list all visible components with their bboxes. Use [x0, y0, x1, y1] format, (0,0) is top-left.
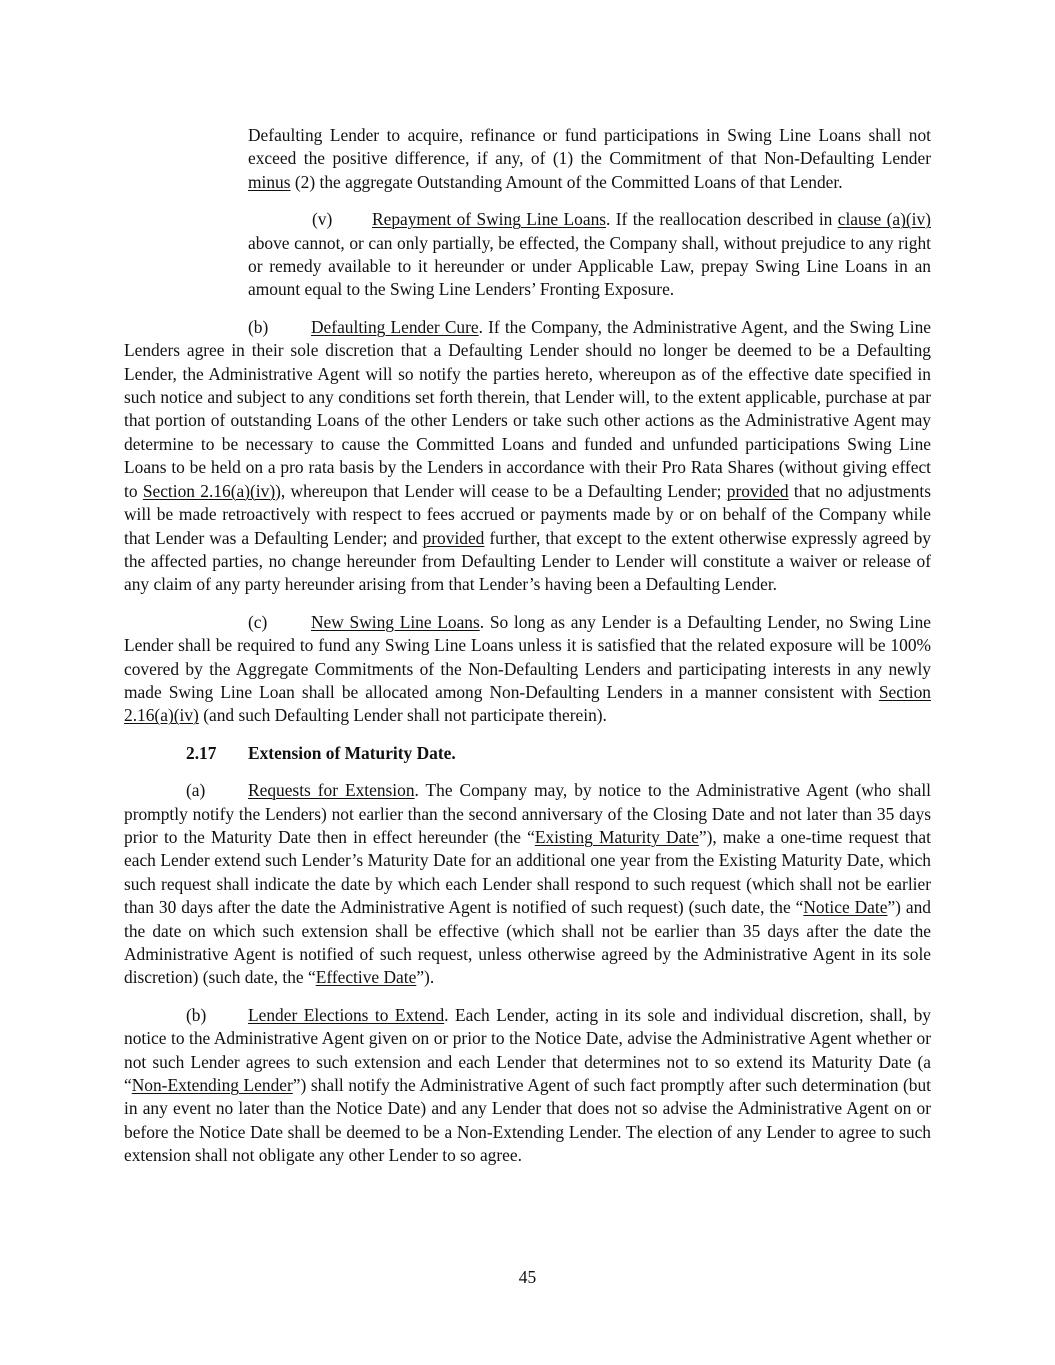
defined-term: Notice Date — [803, 897, 888, 918]
provided-term: provided — [422, 527, 485, 548]
paragraph-text: . If the reallocation described in — [606, 209, 838, 230]
clause-217-a-paragraph — [124, 779, 931, 990]
paragraph-text: ”) shall notify the Administrative Agent of such fact promptly after such determination (but in any event no later than the Notice Date) and any Lender that does not so advise the Administrative Agent on or before the Notice Date shall be deemed to be a Non-Extending Lender. The election of any Lender to agree to such extension shall not obligate any other Lender to so agree. — [124, 1075, 931, 1166]
defined-term: Effective Date — [315, 967, 417, 988]
paragraph-text: ”). — [416, 967, 435, 988]
clause-title: Lender Elections to Extend — [248, 1004, 445, 1025]
defined-term: Non-Extending Lender — [131, 1075, 293, 1096]
clause-label: (b) — [186, 1004, 207, 1025]
paragraph-text: . The Company may, by notice to the Administrative Agent (who shall promptly notify the Lenders) not earlier than the second anniversary of the Closing Date and not later than 35 days prior to the Maturity Date then in effect hereunder (the “ — [124, 780, 931, 847]
clause-label: (b) — [248, 316, 269, 337]
provided-term: provided — [726, 480, 789, 501]
clause-title: Requests for Extension — [248, 780, 415, 801]
cross-reference: Section 2.16(a)(iv) — [124, 681, 931, 726]
clause-label: (v) — [312, 209, 333, 230]
paragraph-text: above cannot, or can only partially, be effected, the Company shall, without prejudice to any right or remedy available to it hereunder or under Applicable Law, prepay Swing Line Loans in an amount equal to the Swing Line Lenders’ Fronting Exposure. — [248, 232, 931, 300]
paragraph-text: (and such Defaulting Lender shall not participate therein). — [198, 705, 607, 726]
cross-reference: clause (a)(iv) — [837, 209, 931, 230]
paragraph-text: further, that except to the extent otherwise expressly agreed by the affected parties, no change hereunder from Defaulting Lender to Lender will constitute a waiver or release of any claim of any party hereunder arising from that Lender’s having been a Defaulting Lender. — [124, 527, 931, 595]
paragraph-text: . If the Company, the Administrative Agent, and the Swing Line Lenders agree in their sole discretion that a Defaulting Lender should no longer be deemed to be a Defaulting Lender, the Administrative Agent will so notify the parties hereto, whereupon as of the effective date specified in such notice and subject to any conditions set forth therein, that Lender will, to the extent applicable, purchase at par that portion of outstanding Loans of the other Lenders or take such other actions as the Administrative Agent may determine to be necessary to cause the Committed Loans and funded and unfunded participations Swing Line Loans to be held on a pro rata basis by the Lenders in accordance with their Pro Rata Shares (without giving effect to — [124, 316, 931, 501]
paragraph-text: Defaulting Lender to acquire, refinance or fund participations in Swing Line Loans shall not exceed the positive difference, if any, of (1) the Commitment of that Non-Defaulting Lender — [248, 125, 931, 169]
clause-label: (a) — [186, 780, 206, 801]
section-heading — [186, 742, 931, 765]
clause-title: New Swing Line Loans — [311, 611, 480, 632]
clause-title: Repayment of Swing Line Loans — [372, 209, 607, 230]
page-number: 45 — [518, 1267, 537, 1287]
paragraph-text: ”), make a one-time request that each Lender extend such Lender’s Maturity Date for an additional one year from the Existing Maturity Date, which such request shall indicate the date by which each Lender shall respond to such request (which shall not be earlier than 30 days after the date the Administrative Agent is notified of such request) (such date, the “ — [124, 826, 931, 918]
document-page — [124, 124, 931, 1168]
clause-title: Defaulting Lender Cure — [311, 316, 479, 337]
paragraph-text: that no adjustments will be made retroactively with respect to fees accrued or payments made by or on behalf of the Company while that Lender was a Defaulting Lender; and — [124, 480, 931, 548]
paragraph-text: . So long as any Lender is a Defaulting Lender, no Swing Line Lender shall be required to fund any Swing Line Loans unless it is satisfied that the related exposure will be 100% covered by the Aggregate Commitments of the Non-Defaulting Lenders and participating interests in any newly made Swing Line Loan shall be allocated among Non-Defaulting Lenders in a manner consistent with — [124, 611, 932, 702]
paragraph-text: (2) the aggregate Outstanding Amount of the Committed Loans of that Lender. — [290, 171, 843, 192]
paragraph-text: ”) and the date on which such extension shall be effective (which shall not be earlier than 35 days after the date the Administrative Agent is notified of such request, unless otherwise agreed by the Administrative Agent in its sole discretion) (such date, the “ — [124, 897, 932, 988]
section-number: 2.17 — [186, 742, 217, 763]
paragraph-text: ), whereupon that Lender will cease to be a Defaulting Lender; — [275, 480, 727, 501]
clause-217-b-paragraph — [124, 1004, 931, 1168]
clause-label: (c) — [248, 611, 268, 632]
cross-reference: Section 2.16(a)(iv) — [142, 480, 276, 501]
minus-term: minus — [248, 171, 291, 192]
clause-b-cure-paragraph — [124, 316, 931, 597]
paragraph-carryover — [248, 124, 931, 194]
clause-c-paragraph — [124, 611, 931, 728]
clause-v-paragraph — [248, 208, 931, 302]
paragraph-text: . Each Lender, acting in its sole and individual discretion, shall, by notice to the Administrative Agent given on or prior to the Notice Date, advise the Administrative Agent whether or not such Lender agrees to such extension and each Lender that determines not to so extend its Maturity Date (a “ — [124, 1004, 931, 1096]
section-title: Extension of Maturity Date. — [248, 742, 456, 763]
defined-term: Existing Maturity Date — [534, 826, 699, 847]
